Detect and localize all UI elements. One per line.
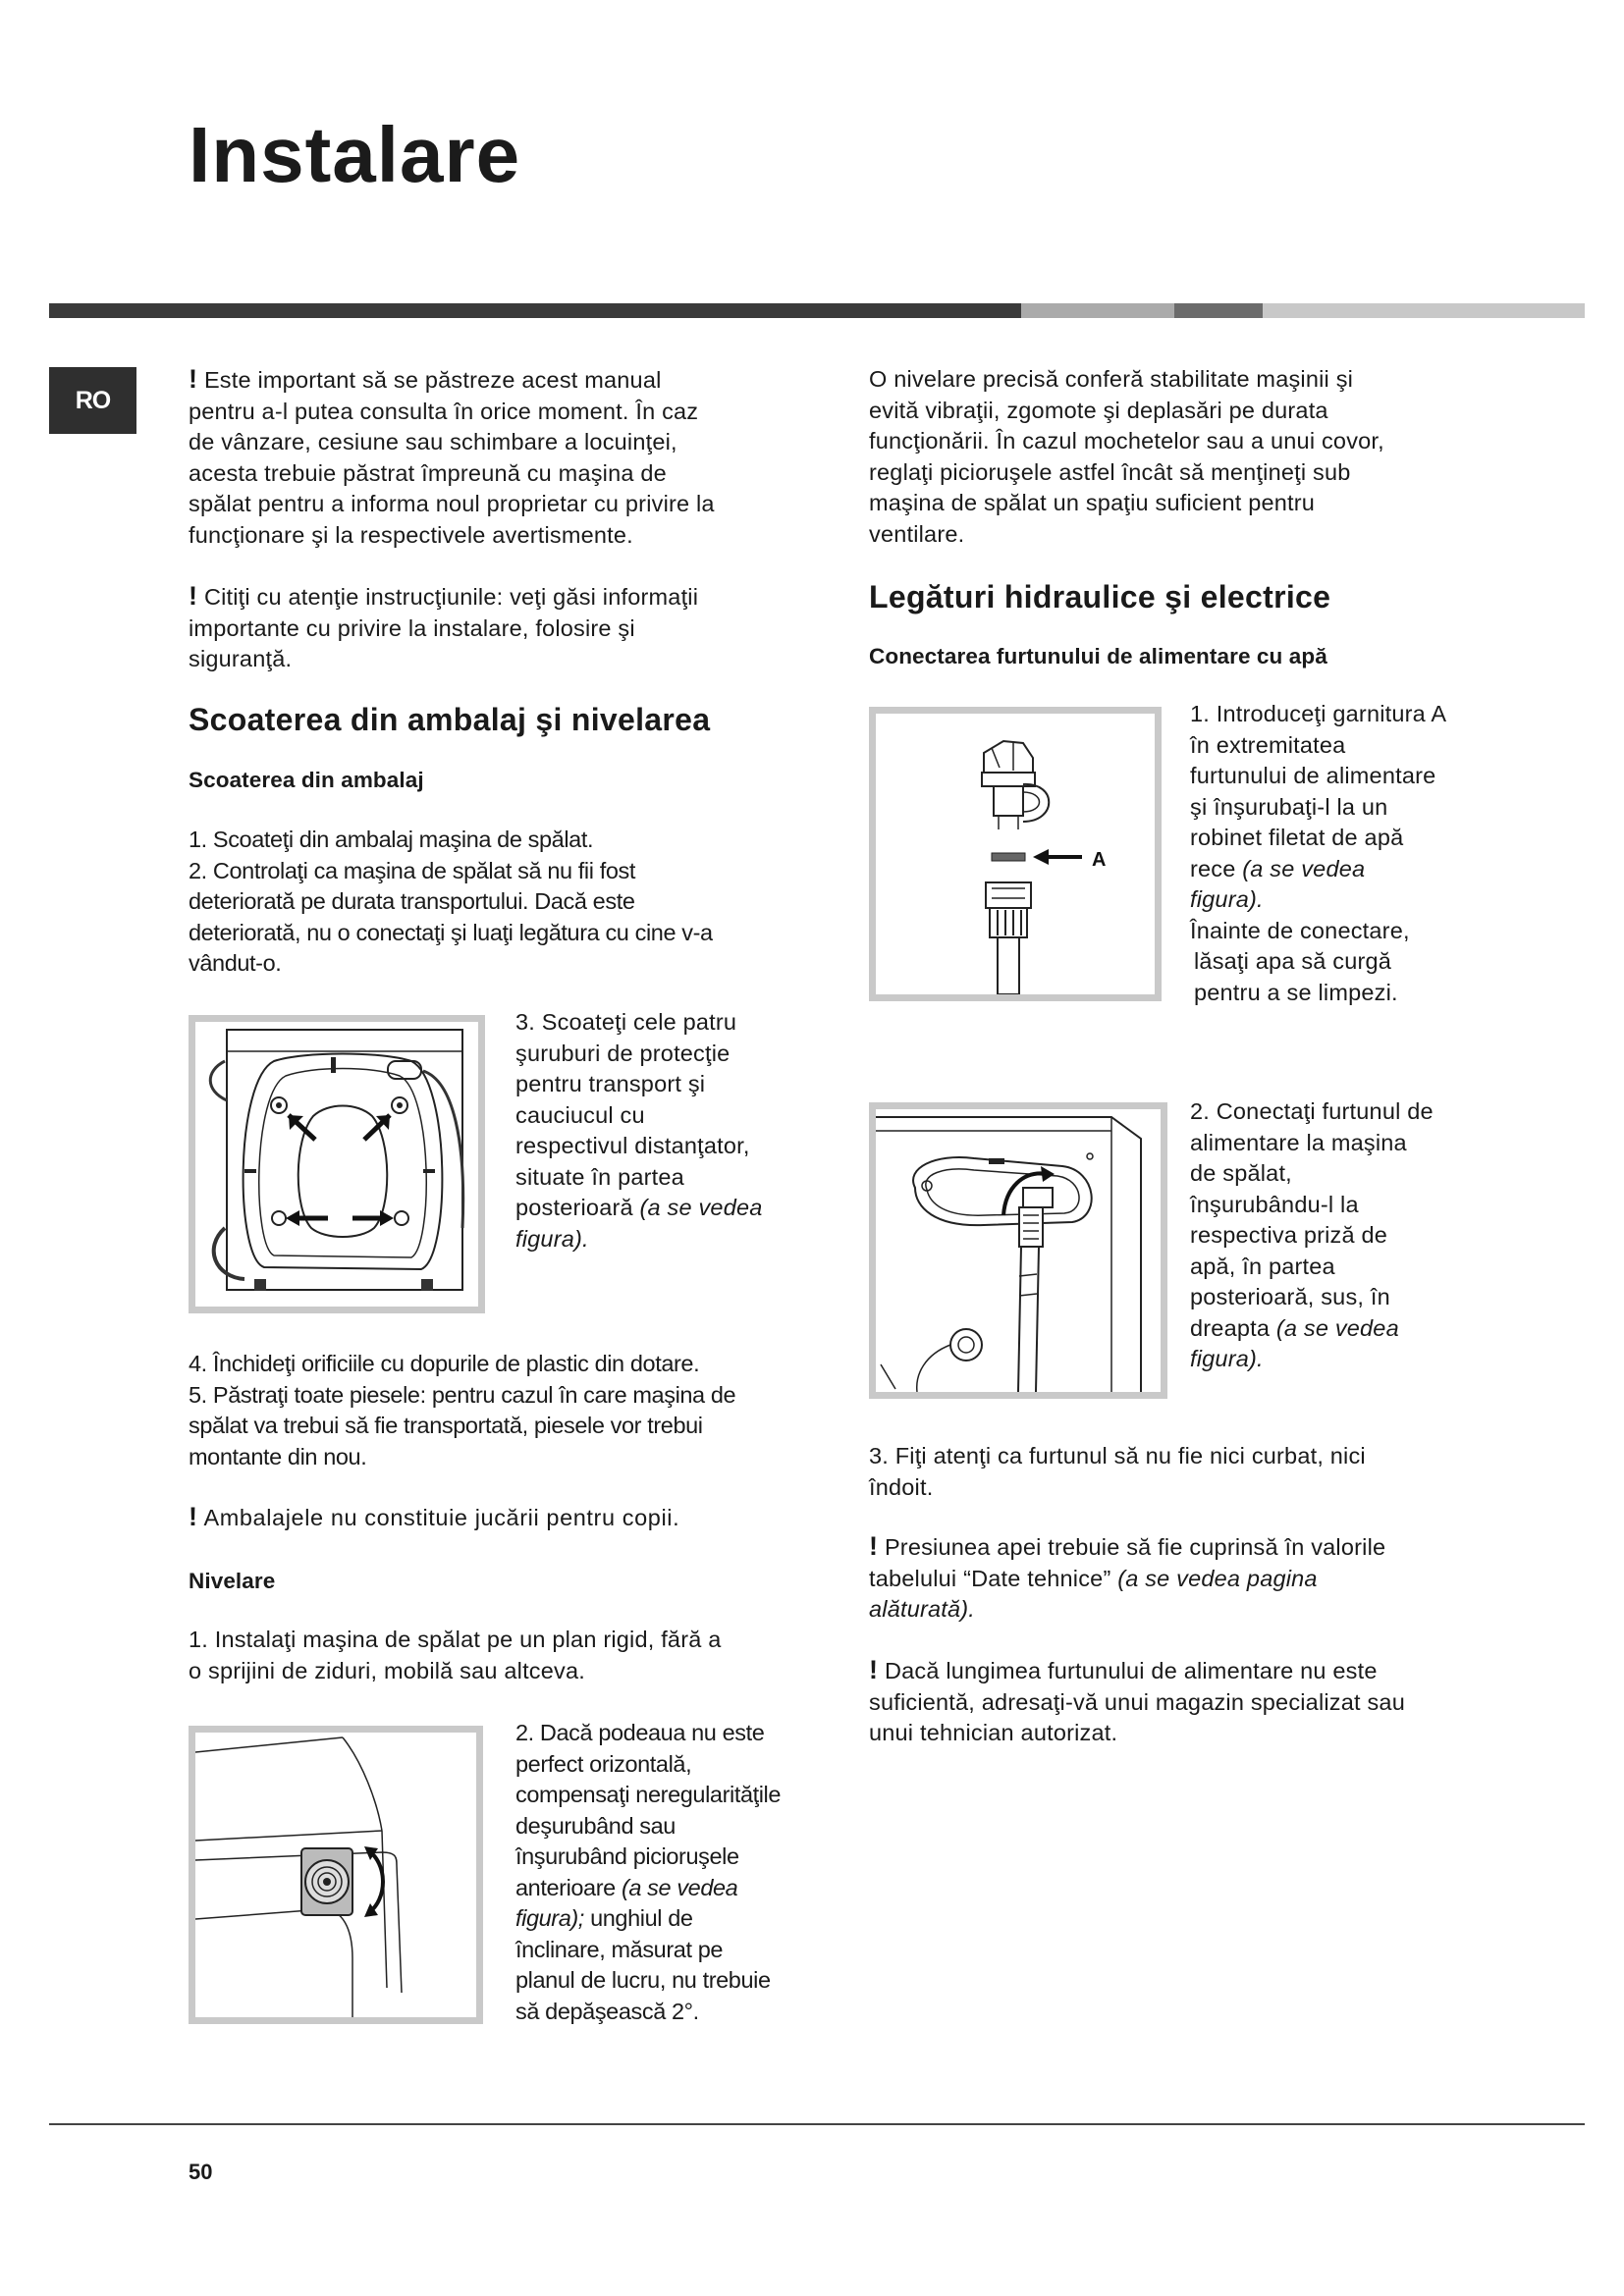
pressure-italic: (a se vedea pagina — [1117, 1565, 1318, 1591]
level2-text: unghiul de — [583, 1905, 693, 1931]
intro-line: de vânzare, cesiune sau schimbare a locuinţei, — [189, 429, 677, 454]
hose2-line: posterioară, sus, în — [1190, 1284, 1390, 1309]
leveling-line: reglaţi picioruşele astfel încât să menţineţi sub — [869, 458, 1351, 485]
level-line: o sprijini de ziduri, mobilă sau altceva. — [189, 1657, 585, 1683]
washer-back-illustration — [195, 1022, 478, 1307]
intro-line: Citiţi cu atenţie instrucţiunile: veţi găsi informaţii — [203, 584, 699, 610]
level2-text: anterioare — [515, 1874, 622, 1900]
header-bar-mid — [1174, 303, 1263, 318]
hose2-italic: figura). — [1190, 1346, 1264, 1371]
warning-text: Ambalajele nu constituie jucării pentru copii. — [203, 1505, 680, 1530]
pressure-text: Presiunea apei trebuie să fie cuprinsă în valorile — [884, 1534, 1386, 1560]
figure-transport-screws — [189, 1015, 485, 1313]
hose1-line: furtunului de alimentare — [1190, 763, 1436, 788]
subheading-unpack: Scoaterea din ambalaj — [189, 768, 424, 792]
figure-adjustable-foot — [189, 1726, 483, 2024]
section-heading-unpacking: Scoaterea din ambalaj şi nivelarea — [189, 702, 711, 737]
page-number: 50 — [189, 2160, 213, 2184]
hose3-line: îndoit. — [869, 1473, 934, 1500]
step3-italic: (a se vedea — [639, 1195, 763, 1220]
hose2-line: înşurubându-l la — [1190, 1191, 1359, 1217]
figure-tap-connection — [869, 707, 1162, 1001]
step3-line: şuruburi de protecţie — [515, 1040, 731, 1066]
unpack-step-3 — [515, 1007, 810, 1255]
warning-mark: ! — [189, 364, 198, 394]
level2-line: compensaţi neregularităţile — [515, 1782, 782, 1807]
length-text: unui tehnician autorizat. — [869, 1720, 1118, 1745]
step3-line: respectivul distanţator, — [515, 1133, 750, 1158]
step3-text: posterioară — [515, 1195, 640, 1220]
page-title: Instalare — [189, 111, 521, 198]
figure-machine-inlet — [869, 1102, 1167, 1399]
step3-line: 3. Scoateţi cele patru — [515, 1009, 737, 1035]
intro-line: Este important să se păstreze acest manual — [203, 367, 662, 393]
hose3-line: 3. Fiţi atenţi ca furtunul să nu fie nici curbat, nici — [869, 1443, 1366, 1468]
warning-mark: ! — [869, 1531, 879, 1561]
level2-line: planul de lucru, nu trebuie — [515, 1967, 771, 1993]
intro-line: spălat pentru a informa noul proprietar cu privire la — [189, 491, 715, 516]
level2-line: înşurubând picioruşele — [515, 1843, 739, 1869]
intro-paragraph-1 — [189, 364, 797, 551]
unpack-line: deteriorată, nu o conectaţi şi luaţi legătura cu cine v-a — [189, 919, 713, 945]
leveling-line: O nivelare precisă conferă stabilitate maşinii şi — [869, 366, 1354, 392]
level2-italic: figura); — [515, 1905, 584, 1931]
level-step-2 — [515, 1718, 820, 2027]
length-text: Dacă lungimea furtunului de alimentare nu este — [884, 1658, 1378, 1683]
level2-line: să depăşească 2°. — [515, 1998, 699, 2024]
intro-line: siguranţă. — [189, 646, 293, 671]
step3-italic: figura). — [515, 1225, 589, 1252]
level-line: 1. Instalaţi maşina de spălat pe un plan rigid, fără a — [189, 1627, 722, 1652]
pressure-italic: alăturată). — [869, 1596, 976, 1622]
hose-step-3 — [869, 1441, 1517, 1503]
hose2-line: respectiva priză de — [1190, 1222, 1388, 1248]
footer-rule — [49, 2123, 1585, 2125]
section-heading-connections: Legături hidraulice şi electrice — [869, 579, 1331, 614]
step3-line: situate în partea — [515, 1163, 684, 1190]
warning-mark: ! — [189, 581, 198, 611]
unpack-line: 5. Păstraţi toate piesele: pentru cazul în care maşina de — [189, 1381, 736, 1408]
label-a: A — [1092, 849, 1107, 871]
leveling-line: ventilare. — [869, 520, 965, 547]
unpack-line: 1. Scoateţi din ambalaj maşina de spălat. — [189, 827, 594, 852]
language-tag: RO — [49, 367, 136, 434]
tap-illustration — [876, 714, 1155, 994]
leveling-line: evită vibraţii, zgomote şi deplasări pe durata — [869, 397, 1328, 423]
hose2-line: 2. Conectaţi furtunul de — [1190, 1098, 1434, 1124]
subheading-leveling: Nivelare — [189, 1569, 276, 1593]
step3-line: cauciucul cu — [515, 1101, 645, 1128]
hose2-line: de spălat, — [1190, 1160, 1292, 1186]
subheading-hose: Conectarea furtunului de alimentare cu apă — [869, 644, 1327, 668]
header-bar-light — [1021, 303, 1174, 318]
hose-step-1 — [1190, 699, 1543, 1008]
hose1-italic: (a se vedea — [1242, 855, 1366, 881]
hose1-line: în extremitatea — [1190, 731, 1346, 758]
length-text: suficientă, adresaţi-vă unui magazin specializat sau — [869, 1688, 1405, 1715]
unpack-line: 4. Închideţi orificiile cu dopurile de plastic din dotare. — [189, 1351, 700, 1376]
hose1-line: robinet filetat de apă — [1190, 825, 1404, 850]
warning-hose-length — [869, 1655, 1517, 1749]
hose1-text: rece — [1190, 855, 1243, 881]
intro-paragraph-2 — [189, 581, 797, 675]
hose-step-2 — [1190, 1096, 1543, 1375]
foot-illustration — [195, 1733, 476, 2017]
level2-line: 2. Dacă podeaua nu este — [515, 1720, 765, 1745]
hose2-line: apă, în partea — [1190, 1253, 1335, 1279]
hose1-line: şi înşurubaţi-l la un — [1190, 793, 1388, 820]
unpack-line: 2. Controlaţi ca maşina de spălat să nu fii fost — [189, 857, 635, 883]
level2-italic: (a se vedea — [621, 1874, 738, 1900]
hose2-line: alimentare la maşina — [1190, 1129, 1407, 1155]
hose1-line: pentru a se limpezi. — [1194, 979, 1398, 1005]
intro-line: acesta trebuie păstrat împreună cu maşina de — [189, 459, 667, 486]
level2-line: înclinare, măsurat pe — [515, 1936, 724, 1962]
hose2-text: dreapta — [1190, 1314, 1276, 1341]
step3-line: pentru transport şi — [515, 1071, 706, 1096]
header-bar-dark — [49, 303, 1021, 318]
warning-pressure — [869, 1531, 1517, 1626]
hose1-line: 1. Introduceţi garnitura A — [1190, 701, 1447, 726]
warning-mark: ! — [869, 1655, 879, 1684]
hose1-line: lăsaţi apa să curgă — [1194, 948, 1392, 974]
hose2-italic: (a se vedea — [1275, 1314, 1399, 1341]
level2-line: perfect orizontală, — [515, 1750, 692, 1777]
hose1-italic: figura). — [1190, 886, 1264, 912]
unpack-steps-b — [189, 1349, 817, 1472]
level-step-1 — [189, 1625, 817, 1686]
unpack-steps — [189, 825, 817, 980]
intro-line: funcţionare şi la respectivele avertismente. — [189, 521, 633, 548]
leveling-line: maşina de spălat un spaţiu suficient pentru — [869, 490, 1316, 515]
warning-packaging — [189, 1502, 817, 1534]
unpack-line: spălat va trebui să fie transportată, piesele vor trebui — [189, 1413, 703, 1438]
unpack-line: deteriorată pe durata transportului. Dacă este — [189, 888, 635, 914]
intro-line: pentru a-l putea consulta în orice moment. În caz — [189, 398, 699, 424]
hose1-line: Înainte de conectare, — [1190, 917, 1410, 943]
leveling-line: funcţionării. În cazul mochetelor sau a unui covor, — [869, 428, 1384, 454]
unpack-line: montante din nou. — [189, 1443, 367, 1469]
header-bar-pale — [1263, 303, 1585, 318]
intro-line: importante cu privire la instalare, folosire şi — [189, 614, 635, 641]
leveling-paragraph — [869, 364, 1517, 550]
unpack-line: vândut-o. — [189, 950, 282, 976]
inlet-illustration — [876, 1109, 1161, 1392]
pressure-text: tabelului “Date tehnice” — [869, 1565, 1118, 1591]
warning-mark: ! — [189, 1502, 198, 1531]
level2-line: deşurubând sau — [515, 1812, 676, 1839]
